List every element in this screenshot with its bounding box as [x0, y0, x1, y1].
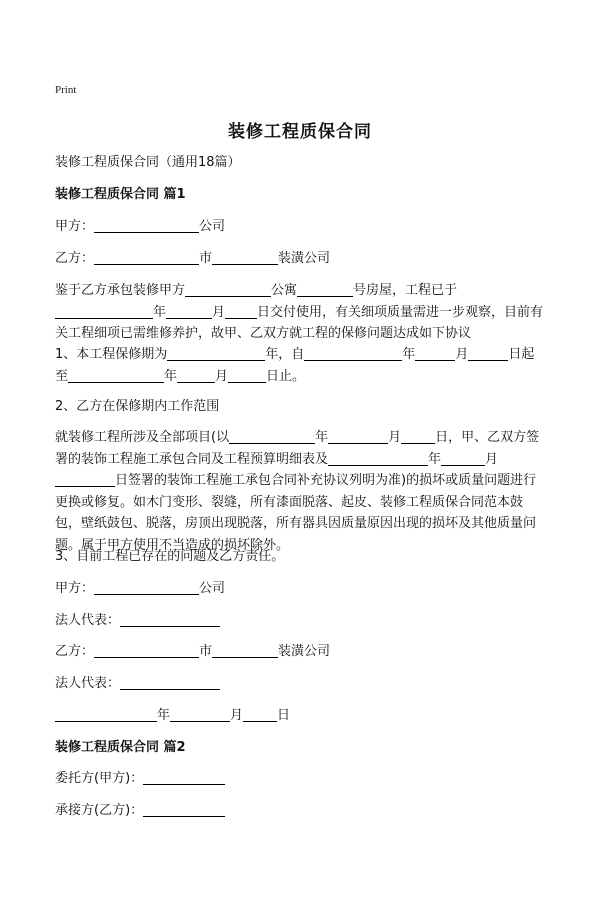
blank-field: [94, 250, 199, 265]
blank-field: [328, 451, 428, 466]
clause-3-title: 3、目前工程已存在的问题及乙方责任。: [55, 549, 285, 564]
blank-field: [94, 218, 199, 233]
section-heading-1: 装修工程质保合同 篇1: [55, 187, 186, 202]
blank-field: [166, 304, 212, 319]
party-a-line: 甲方： 公司: [55, 219, 226, 234]
document-title: 装修工程质保合同: [228, 122, 372, 142]
blank-field: [229, 429, 315, 444]
clause-2-body: 就装修工程所涉及全部项目(以 年 月 日，甲、乙双方签署的装饰工程施工承包合同及工程预算明细表及 年 月日签署的装饰工程施工承包合同补充协议列明为准)的损坏或质量问题进行更换或修复。如木门变形、裂缝，所有漆面脱落、起皮、装修工程质保合同范本鼓包，壁纸鼓包、脱落，房顶出现脱落，所有器具因质量原因出现的损坏及其他质量问题。属于甲方使用不当造成的损坏除外。: [55, 430, 540, 553]
blank-field: [468, 346, 508, 361]
blank-field: [401, 429, 435, 444]
contractor-line: 承接方(乙方)：: [55, 800, 550, 822]
blank-field: [170, 707, 230, 722]
party-b-line: 乙方： 市 装潢公司: [55, 251, 331, 266]
blank-field: [328, 429, 388, 444]
section-heading-2: 装修工程质保合同 篇2: [55, 740, 186, 755]
blank-field: [297, 282, 353, 297]
blank-field: [94, 580, 199, 595]
sign-party-b: 乙方： 市 装潢公司: [55, 644, 331, 659]
blank-field: [167, 346, 265, 361]
blank-field: [212, 250, 278, 265]
blank-field: [304, 346, 402, 361]
print-link[interactable]: Print: [55, 84, 77, 96]
blank-field: [120, 612, 220, 627]
blank-field: [185, 282, 271, 297]
blank-field: [177, 368, 215, 383]
blank-field: [120, 675, 220, 690]
sign-rep-b: 法人代表：: [55, 673, 550, 695]
sign-party-a: 甲方： 公司: [55, 581, 226, 596]
blank-field: [225, 304, 257, 319]
client-line: 委托方(甲方)：: [55, 768, 550, 790]
blank-field: [94, 643, 199, 658]
blank-field: [55, 707, 157, 722]
blank-field: [143, 770, 225, 785]
blank-field: [143, 802, 225, 817]
blank-field: [415, 346, 455, 361]
blank-field: [212, 643, 278, 658]
blank-field: [55, 304, 153, 319]
blank-field: [228, 368, 266, 383]
blank-field: [68, 368, 164, 383]
clause-1: 1、本工程保修期为 年，自 年 月 日起至 年 月 日止。: [55, 347, 535, 384]
document-subtitle: 装修工程质保合同（通用18篇）: [55, 155, 241, 170]
clause-2-title: 2、乙方在保修期内工作范围: [55, 399, 220, 414]
blank-field: [243, 707, 277, 722]
blank-field: [441, 451, 485, 466]
intro-paragraph: 鉴于乙方承包装修甲方 公寓 号房屋，工程已于年 月 日交付使用，有关细项质量需进一步观察，目前有关工程细项已需维修养护，故甲、乙双方就工程的保修问题达成如下协议: [55, 283, 544, 341]
blank-field: [55, 472, 115, 487]
sign-rep-a: 法人代表：: [55, 610, 550, 632]
sign-date: 年 月 日: [55, 705, 550, 727]
